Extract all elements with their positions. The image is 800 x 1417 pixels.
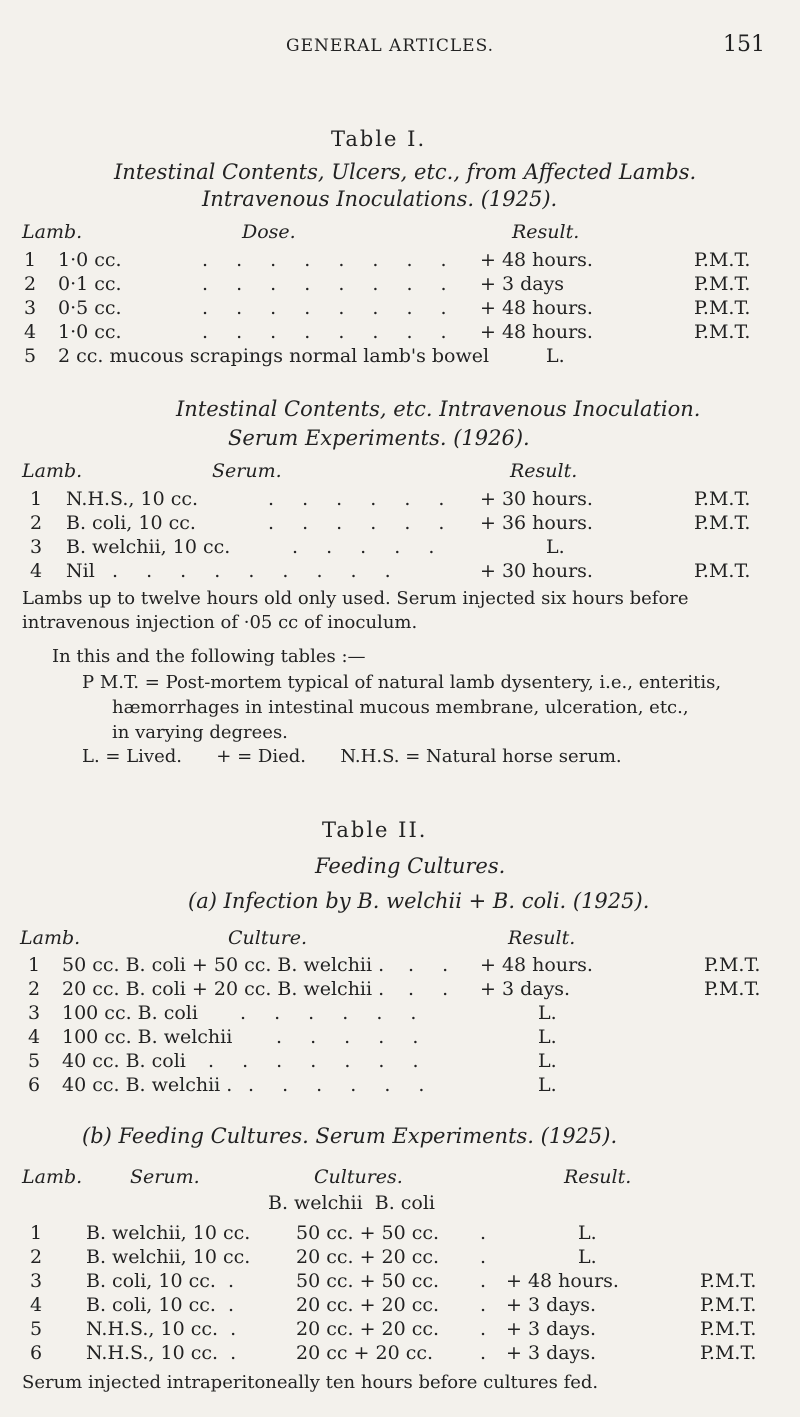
lamb-number: 4: [24, 321, 37, 343]
lamb-number: 6: [30, 1342, 43, 1364]
lamb-number: 1: [24, 249, 37, 271]
pm-cell: P.M.T.: [694, 560, 751, 582]
cultures-cell: 20 cc. + 20 cc.: [296, 1246, 440, 1268]
legend-pmt-line1: P M.T. = Post-mortem typical of natural lamb dysentery, i.e., enteritis,: [82, 672, 722, 693]
lamb-number: 2: [28, 978, 41, 1000]
pm-cell: P.M.T.: [700, 1342, 757, 1364]
culture-cell: 50 cc. B. coli + 50 cc. B. welchii .: [62, 954, 385, 976]
result-cell: + 3 days.: [480, 978, 571, 1000]
leader-dots: . .: [408, 978, 460, 1000]
serum1926-header-result: Result.: [510, 460, 578, 482]
lamb-number: 5: [24, 345, 37, 367]
lamb-number: 3: [28, 1002, 41, 1024]
leader-dot: .: [480, 1222, 487, 1244]
table2b-header-lamb: Lamb.: [22, 1166, 83, 1188]
leader-dots: . . . . . . . .: [202, 249, 458, 271]
leader-dots: . . . . . .: [240, 1002, 428, 1024]
result-cell: + 3 days.: [506, 1342, 597, 1364]
table2b-header-serum: Serum.: [130, 1166, 200, 1188]
result-cell: + 30 hours.: [480, 488, 593, 510]
lamb-number: 4: [30, 560, 43, 582]
cultures-cell: 50 cc. + 50 cc.: [296, 1270, 440, 1292]
serum-cell: N.H.S., 10 cc.: [66, 488, 199, 510]
lamb-number: 3: [30, 536, 43, 558]
table2b-header-result: Result.: [564, 1166, 632, 1188]
result-cell: L.: [538, 1074, 557, 1096]
serum-cell: B. coli, 10 cc. .: [86, 1294, 235, 1316]
lamb-number: 3: [30, 1270, 43, 1292]
table2b-header-cultures-sub: B. welchii B. coli: [268, 1192, 436, 1214]
result-cell: + 36 hours.: [480, 512, 593, 534]
dose-cell: 0·1 cc.: [58, 273, 122, 295]
result-cell: L.: [546, 345, 565, 367]
result-cell: L.: [578, 1222, 597, 1244]
table2-title: Table II.: [322, 818, 428, 842]
result-cell: L.: [538, 1002, 557, 1024]
pm-cell: P.M.T.: [694, 321, 751, 343]
result-cell: + 48 hours.: [480, 321, 593, 343]
table1-caption-line2: Intravenous Inoculations. (1925).: [202, 187, 558, 211]
result-cell: + 48 hours.: [480, 297, 593, 319]
culture-cell: 100 cc. B. welchii: [62, 1026, 233, 1048]
serum1926-note-line2: intravenous injection of ·05 cc of inoculum.: [22, 612, 418, 633]
leader-dots: . . . . .: [276, 1026, 430, 1048]
pm-cell: P.M.T.: [694, 273, 751, 295]
leader-dots: . . . . . .: [248, 1074, 436, 1096]
lamb-number: 4: [30, 1294, 43, 1316]
leader-dot: .: [480, 1270, 487, 1292]
lamb-number: 2: [24, 273, 37, 295]
result-cell: + 48 hours.: [480, 954, 593, 976]
table1-header-result: Result.: [512, 221, 580, 243]
cultures-cell: 20 cc. + 20 cc.: [296, 1318, 440, 1340]
lamb-number: 2: [30, 512, 43, 534]
pm-cell: P.M.T.: [694, 249, 751, 271]
pm-cell: P.M.T.: [700, 1294, 757, 1316]
legend-pmt-line3: in varying degrees.: [112, 722, 288, 743]
lamb-number: 1: [30, 1222, 43, 1244]
legend-abbrev: L. = Lived. + = Died. N.H.S. = Natural horse serum.: [82, 746, 622, 767]
result-cell: + 48 hours.: [480, 249, 593, 271]
table2-header-result: Result.: [508, 927, 576, 949]
dose-cell: 1·0 cc.: [58, 321, 122, 343]
table2-b-caption: (b) Feeding Cultures. Serum Experiments. (1925).: [82, 1124, 618, 1148]
pm-cell: P.M.T.: [704, 954, 761, 976]
serum-cell: B. welchii, 10 cc.: [86, 1222, 251, 1244]
cultures-cell: 20 cc. + 20 cc.: [296, 1294, 440, 1316]
leader-dots: . . . . . . . . .: [112, 560, 402, 582]
culture-cell: 40 cc. B. welchii .: [62, 1074, 233, 1096]
pm-cell: P.M.T.: [704, 978, 761, 1000]
pm-cell: P.M.T.: [700, 1318, 757, 1340]
result-cell: L.: [546, 536, 565, 558]
lamb-number: 6: [28, 1074, 41, 1096]
serum1926-header-lamb: Lamb.: [22, 460, 83, 482]
cultures-cell: 50 cc. + 50 cc.: [296, 1222, 440, 1244]
lamb-number: 1: [30, 488, 43, 510]
culture-cell: 20 cc. B. coli + 20 cc. B. welchii .: [62, 978, 385, 1000]
legend-pmt-line2: hæmorrhages in intestinal mucous membrane, ulceration, etc.,: [112, 697, 689, 718]
result-cell: L.: [578, 1246, 597, 1268]
result-cell: L.: [538, 1050, 557, 1072]
table2b-header-cultures: Cultures.: [314, 1166, 403, 1188]
leader-dots: . . . . . .: [268, 512, 456, 534]
table2-header-lamb: Lamb.: [20, 927, 81, 949]
leader-dot: .: [480, 1294, 487, 1316]
result-cell: + 48 hours.: [506, 1270, 619, 1292]
serum1926-note-line1: Lambs up to twelve hours old only used. Serum injected six hours before: [22, 588, 689, 609]
result-cell: + 3 days.: [506, 1294, 597, 1316]
lamb-number: 4: [28, 1026, 41, 1048]
lamb-number: 2: [30, 1246, 43, 1268]
table1-caption-line1: Intestinal Contents, Ulcers, etc., from Affected Lambs.: [114, 160, 697, 184]
running-header: GENERAL ARTICLES.: [286, 36, 495, 56]
result-cell: + 3 days.: [506, 1318, 597, 1340]
leader-dots: . . . . . . . .: [202, 321, 458, 343]
lamb-number: 3: [24, 297, 37, 319]
result-cell: + 3 days: [480, 273, 565, 295]
pm-cell: P.M.T.: [694, 512, 751, 534]
serum-cell: N.H.S., 10 cc. .: [86, 1318, 237, 1340]
lamb-number: 1: [28, 954, 41, 976]
dose-cell: 0·5 cc.: [58, 297, 122, 319]
culture-cell: 40 cc. B. coli: [62, 1050, 186, 1072]
serum1926-header-serum: Serum.: [212, 460, 282, 482]
leader-dots: . . . . . .: [268, 488, 456, 510]
culture-cell: 100 cc. B. coli: [62, 1002, 198, 1024]
table-row: [24, 249, 36, 271]
lamb-number: 5: [30, 1318, 43, 1340]
lamb-number: 5: [28, 1050, 41, 1072]
leader-dot: .: [480, 1342, 487, 1364]
serum-cell: B. coli, 10 cc.: [66, 512, 196, 534]
serum-cell: B. coli, 10 cc. .: [86, 1270, 235, 1292]
cultures-cell: 20 cc + 20 cc.: [296, 1342, 434, 1364]
table1-header-dose: Dose.: [242, 221, 296, 243]
table2b-note: Serum injected intraperitoneally ten hours before cultures fed.: [22, 1372, 599, 1393]
legend-intro: In this and the following tables :—: [52, 646, 366, 667]
table1-header-lamb: Lamb.: [22, 221, 83, 243]
serum-cell: Nil: [66, 560, 95, 582]
serum-cell: B. welchii, 10 cc.: [66, 536, 231, 558]
leader-dots: . . . . . . .: [208, 1050, 430, 1072]
dose-cell: 2 cc. mucous scrapings normal lamb's bowel: [58, 345, 490, 367]
table2-subtitle: Feeding Cultures.: [315, 854, 506, 878]
pm-cell: P.M.T.: [694, 297, 751, 319]
leader-dots: . .: [408, 954, 460, 976]
table2-header-culture: Culture.: [228, 927, 308, 949]
leader-dot: .: [480, 1318, 487, 1340]
result-cell: + 30 hours.: [480, 560, 593, 582]
serum-cell: B. welchii, 10 cc.: [86, 1246, 251, 1268]
dose-cell: 1·0 cc.: [58, 249, 122, 271]
leader-dots: . . . . . . . .: [202, 273, 458, 295]
table1-title: Table I.: [331, 127, 427, 151]
serum1926-caption-line1: Intestinal Contents, etc. Intravenous Inoculation.: [176, 397, 701, 421]
leader-dot: .: [480, 1246, 487, 1268]
pm-cell: P.M.T.: [700, 1270, 757, 1292]
leader-dots: . . . . .: [292, 536, 446, 558]
table2-a-caption: (a) Infection by B. welchii + B. coli. (1925).: [188, 889, 650, 913]
leader-dots: . . . . . . . .: [202, 297, 458, 319]
serum1926-caption-line2: Serum Experiments. (1926).: [228, 426, 530, 450]
result-cell: L.: [538, 1026, 557, 1048]
pm-cell: P.M.T.: [694, 488, 751, 510]
page-number: 151: [723, 32, 765, 57]
serum-cell: N.H.S., 10 cc. .: [86, 1342, 237, 1364]
